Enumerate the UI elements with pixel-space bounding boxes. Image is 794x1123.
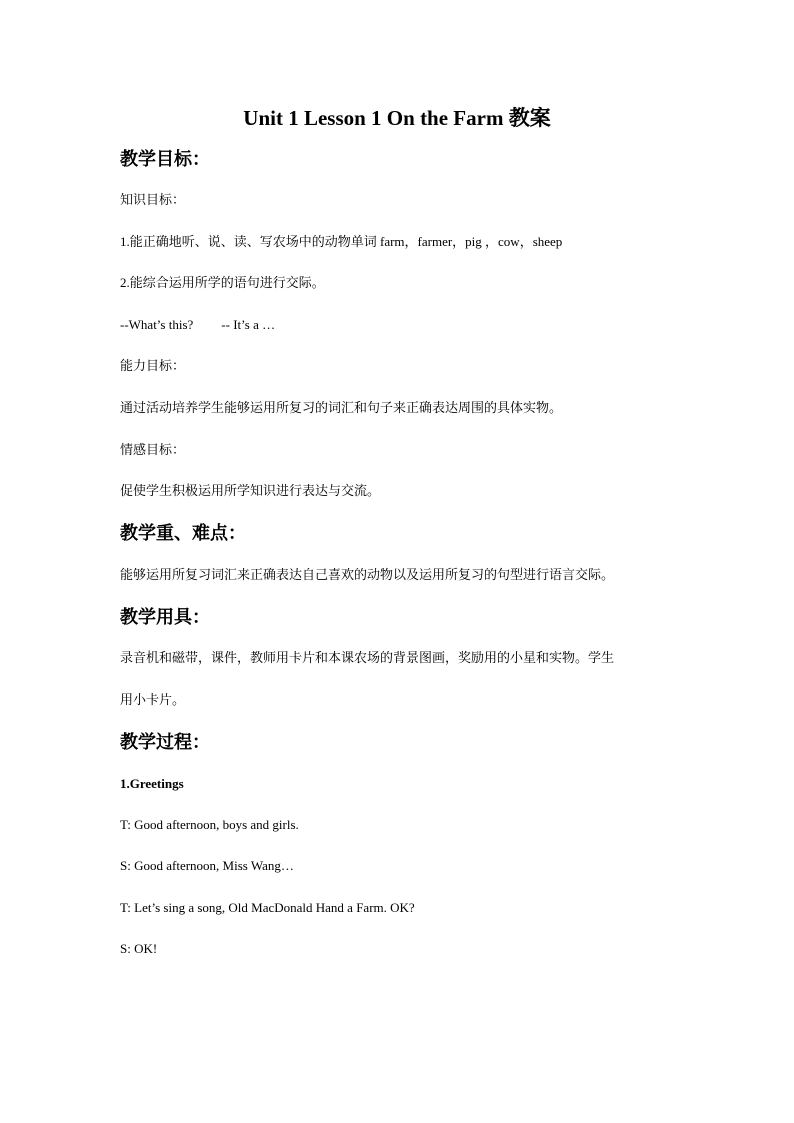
- emotion-objective-label: 情感目标：: [120, 442, 186, 457]
- ability-objective-label: 能力目标：: [120, 358, 186, 373]
- process-heading: 教学过程：: [120, 732, 210, 753]
- tools-text-line-1: 录音机和磁带，课件，教师用卡片和本课农场的背景图画，奖励用的小星和实物。学生: [120, 650, 615, 665]
- process-line: S: OK!: [120, 941, 158, 956]
- knowledge-item-2: 2.能综合运用所学的语句进行交际。: [120, 275, 325, 290]
- dialog-example: [120, 316, 275, 334]
- key-points-text: 能够运用所复习词汇来正确表达自己喜欢的动物以及运用所复习的句型进行语言交际。: [120, 567, 615, 582]
- key-points-heading: 教学重、难点：: [120, 523, 246, 544]
- process-line: T: Good afternoon, boys and girls.: [120, 817, 299, 832]
- dialog-question: --What’s this?: [120, 317, 194, 332]
- ability-objective-text: 通过活动培养学生能够运用所复习的词汇和句子来正确表达周围的具体实物。: [120, 400, 563, 415]
- tools-heading: 教学用具：: [120, 607, 210, 628]
- document-title: Unit 1 Lesson 1 On the Farm 教案: [243, 106, 551, 130]
- tools-text-line-2: 用小卡片。: [120, 692, 186, 707]
- step-1-title: 1.Greetings: [120, 776, 184, 791]
- process-line: S: Good afternoon, Miss Wang…: [120, 858, 294, 873]
- dialog-answer: -- It’s a …: [221, 317, 276, 332]
- knowledge-objective-label: 知识目标：: [120, 192, 186, 207]
- objectives-heading: 教学目标：: [120, 149, 210, 170]
- knowledge-item-1: 1.能正确地听、说、读、写农场中的动物单词 farm，farmer，pig ，cow，sheep: [120, 234, 563, 249]
- emotion-objective-text: 促使学生积极运用所学知识进行表达与交流。: [120, 483, 381, 498]
- process-line: T: Let’s sing a song, Old MacDonald Hand a Farm. OK?: [120, 900, 415, 915]
